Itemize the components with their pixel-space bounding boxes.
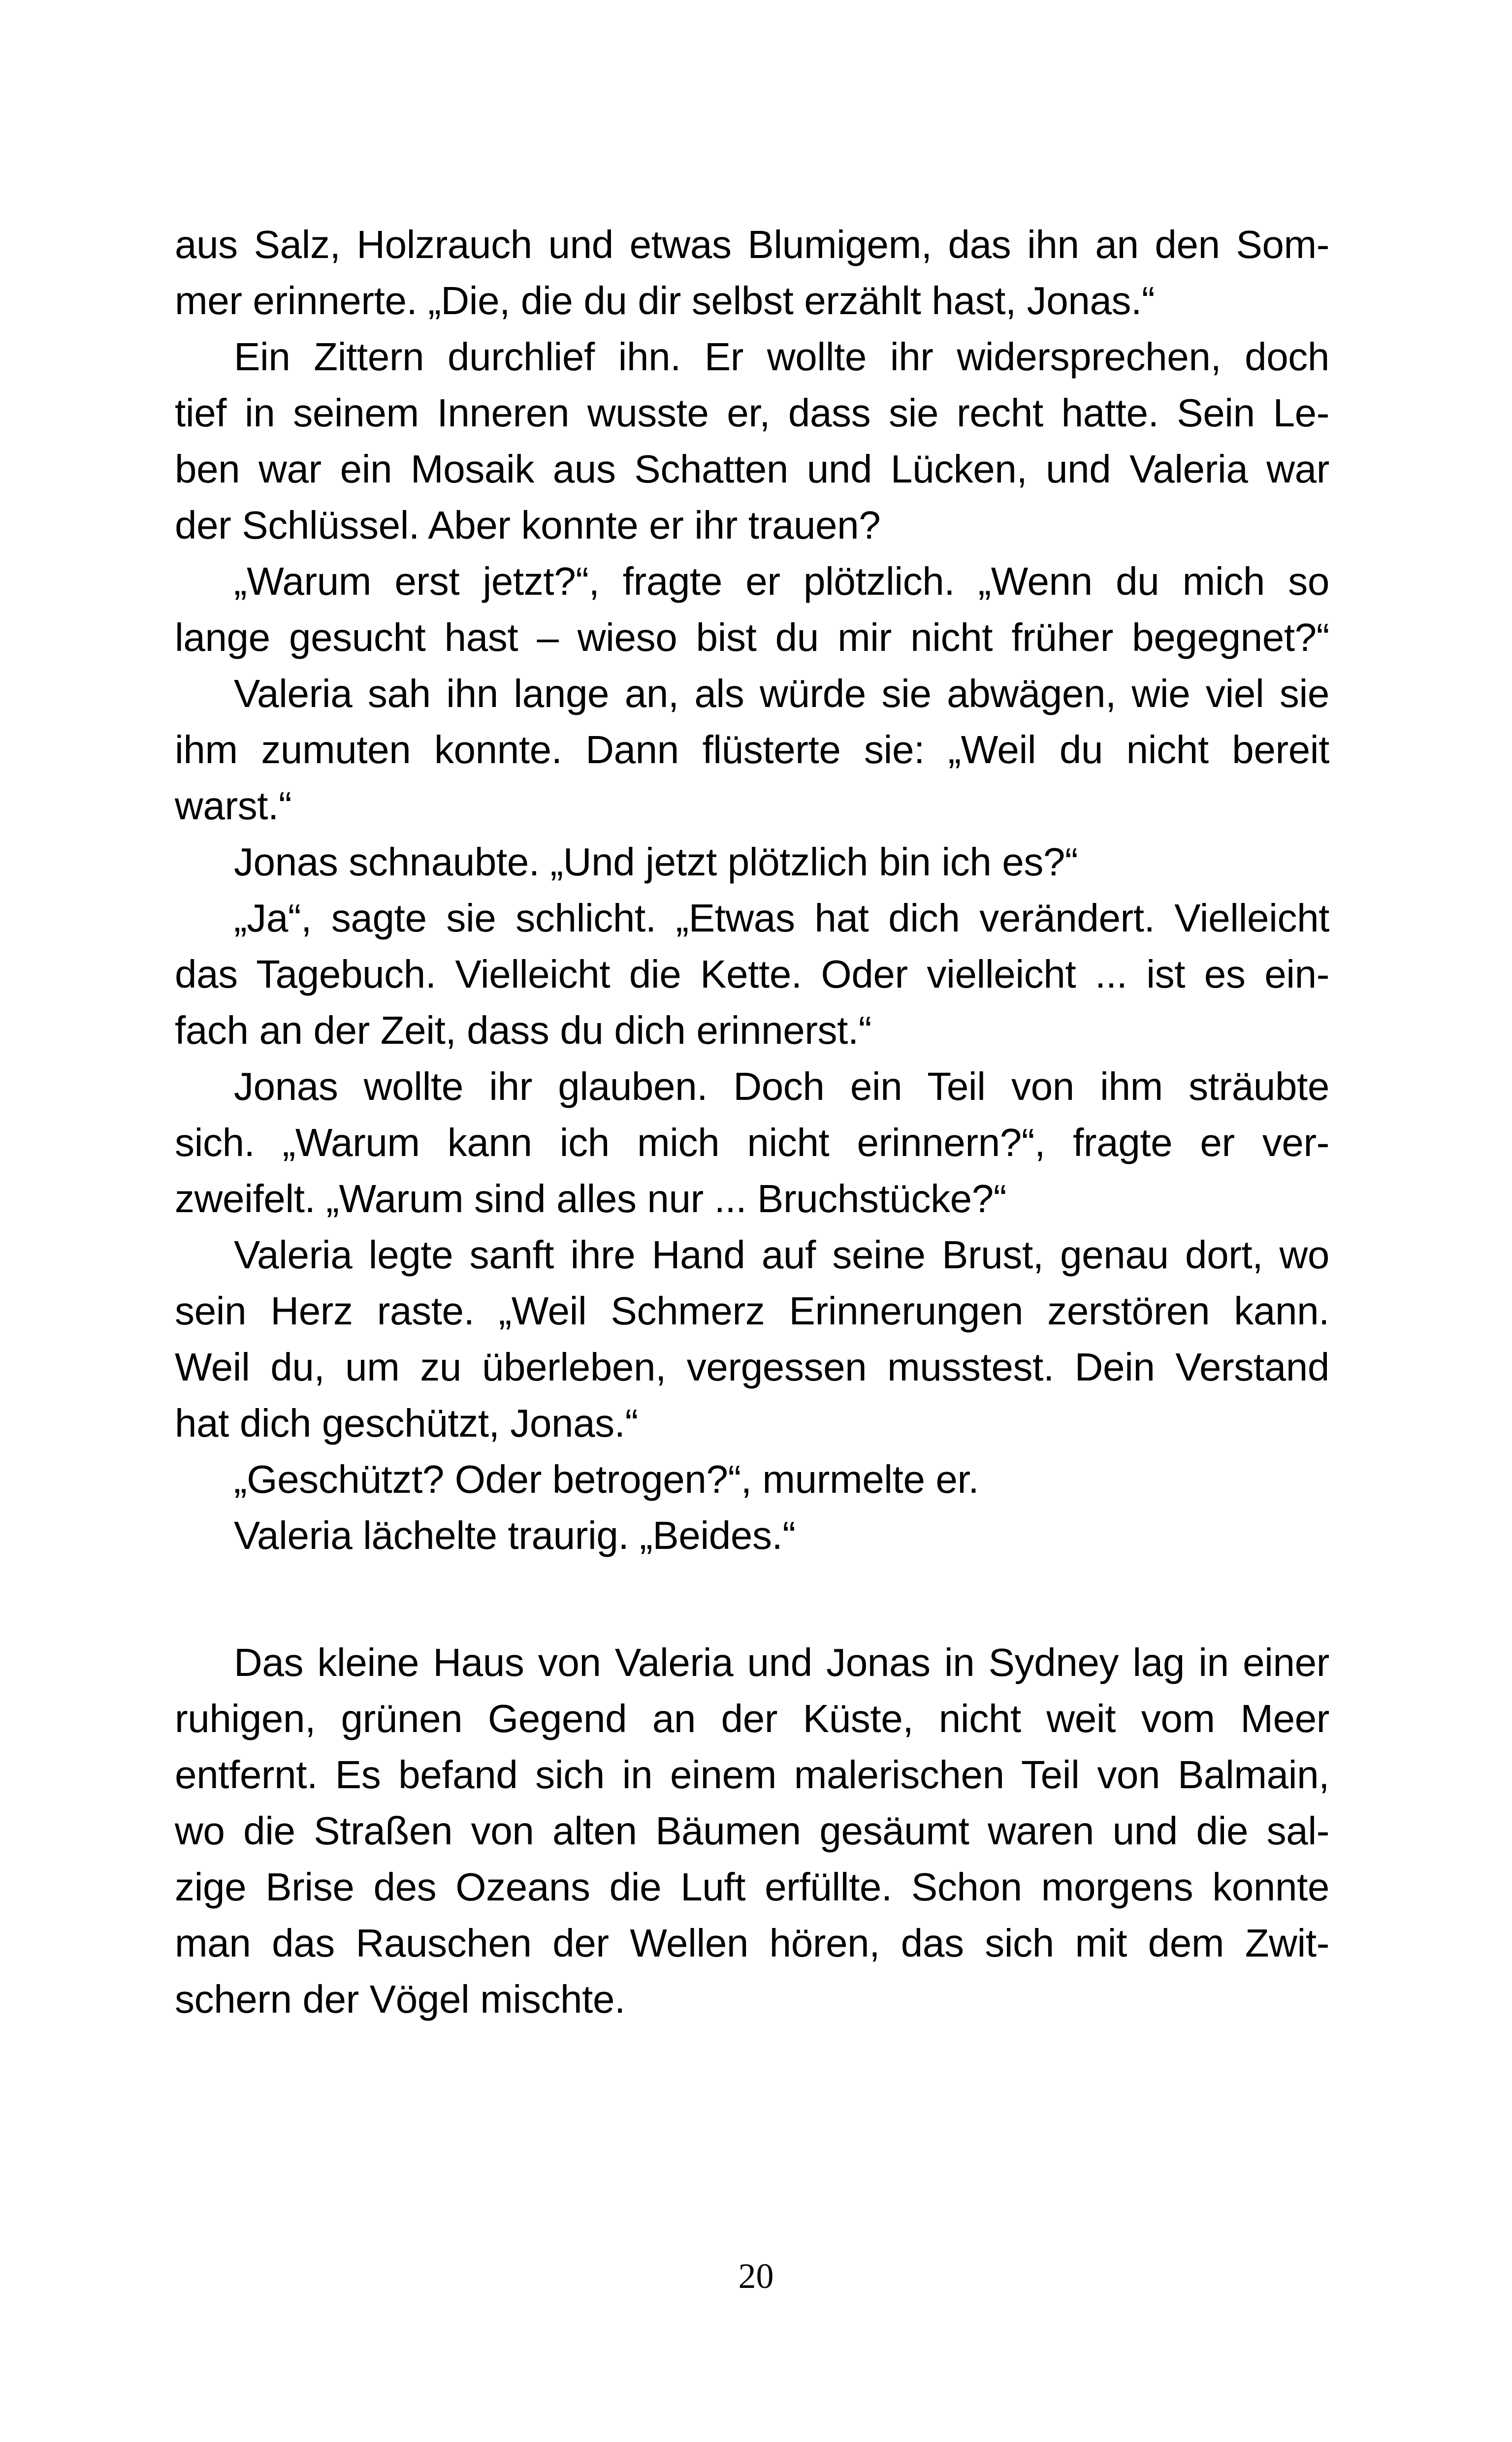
text-line: ruhigen, grünen Gegend an der Küste, nicht weit vom Meer	[175, 1697, 1329, 1740]
text-line: warst.“	[175, 784, 292, 828]
text-line: zige Brise des Ozeans die Luft erfüllte. Schon morgens konnte	[175, 1865, 1329, 1909]
text-line: „Ja“, sagte sie schlicht. „Etwas hat dich verändert. Vielleicht	[234, 896, 1329, 940]
text-line: Valeria lächelte traurig. „Beides.“	[234, 1513, 796, 1557]
text-line: Ein Zittern durchlief ihn. Er wollte ihr widersprechen, doch	[234, 335, 1329, 379]
text-line: sein Herz raste. „Weil Schmerz Erinnerungen zerstören kann.	[175, 1289, 1329, 1333]
body-text-section-1	[175, 217, 1329, 1564]
text-line: das Tagebuch. Vielleicht die Kette. Oder vielleicht ... ist es ein-	[175, 952, 1329, 996]
text-line: zweifelt. „Warum sind alles nur ... Bruchstücke?“	[175, 1177, 1007, 1221]
text-line: sich. „Warum kann ich mich nicht erinnern?“, fragte er ver-	[175, 1121, 1329, 1164]
text-line: Das kleine Haus von Valeria und Jonas in Sydney lag in einer	[234, 1640, 1329, 1684]
text-line: „Warum erst jetzt?“, fragte er plötzlich. „Wenn du mich so	[234, 559, 1329, 603]
text-line: Valeria legte sanft ihre Hand auf seine Brust, genau dort, wo	[234, 1233, 1329, 1277]
text-line: ihm zumuten konnte. Dann flüsterte sie: „Weil du nicht bereit	[175, 728, 1329, 771]
text-line: schern der Vögel mischte.	[175, 1977, 625, 2021]
text-line: „Geschützt? Oder betrogen?“, murmelte er.	[234, 1457, 979, 1501]
text-line: aus Salz, Holzrauch und etwas Blumigem, das ihn an den Som-	[175, 223, 1329, 266]
page-number: 20	[738, 2256, 774, 2296]
text-line: Jonas schnaubte. „Und jetzt plötzlich bin ich es?“	[234, 840, 1078, 884]
text-line: ben war ein Mosaik aus Schatten und Lücken, und Valeria war	[175, 447, 1329, 491]
text-line: hat dich geschützt, Jonas.“	[175, 1401, 638, 1445]
text-line: lange gesucht hast – wieso bist du mir nicht früher begegnet?“	[175, 615, 1329, 659]
text-line: Valeria sah ihn lange an, als würde sie abwägen, wie viel sie	[234, 672, 1329, 715]
text-line: wo die Straßen von alten Bäumen gesäumt waren und die sal-	[175, 1809, 1329, 1853]
text-line: Weil du, um zu überleben, vergessen musstest. Dein Verstand	[175, 1345, 1329, 1389]
text-line: der Schlüssel. Aber konnte er ihr trauen?	[175, 503, 881, 547]
text-line: entfernt. Es befand sich in einem malerischen Teil von Balmain,	[175, 1753, 1329, 1797]
text-line: tief in seinem Inneren wusste er, dass sie recht hatte. Sein Le-	[175, 391, 1329, 435]
text-line: fach an der Zeit, dass du dich erinnerst.“	[175, 1008, 872, 1052]
text-line: Jonas wollte ihr glauben. Doch ein Teil von ihm sträubte	[234, 1064, 1329, 1108]
body-text-section-2	[175, 1635, 1329, 2027]
text-line: man das Rauschen der Wellen hören, das sich mit dem Zwit-	[175, 1921, 1329, 1965]
text-line: mer erinnerte. „Die, die du dir selbst erzählt hast, Jonas.“	[175, 279, 1155, 322]
